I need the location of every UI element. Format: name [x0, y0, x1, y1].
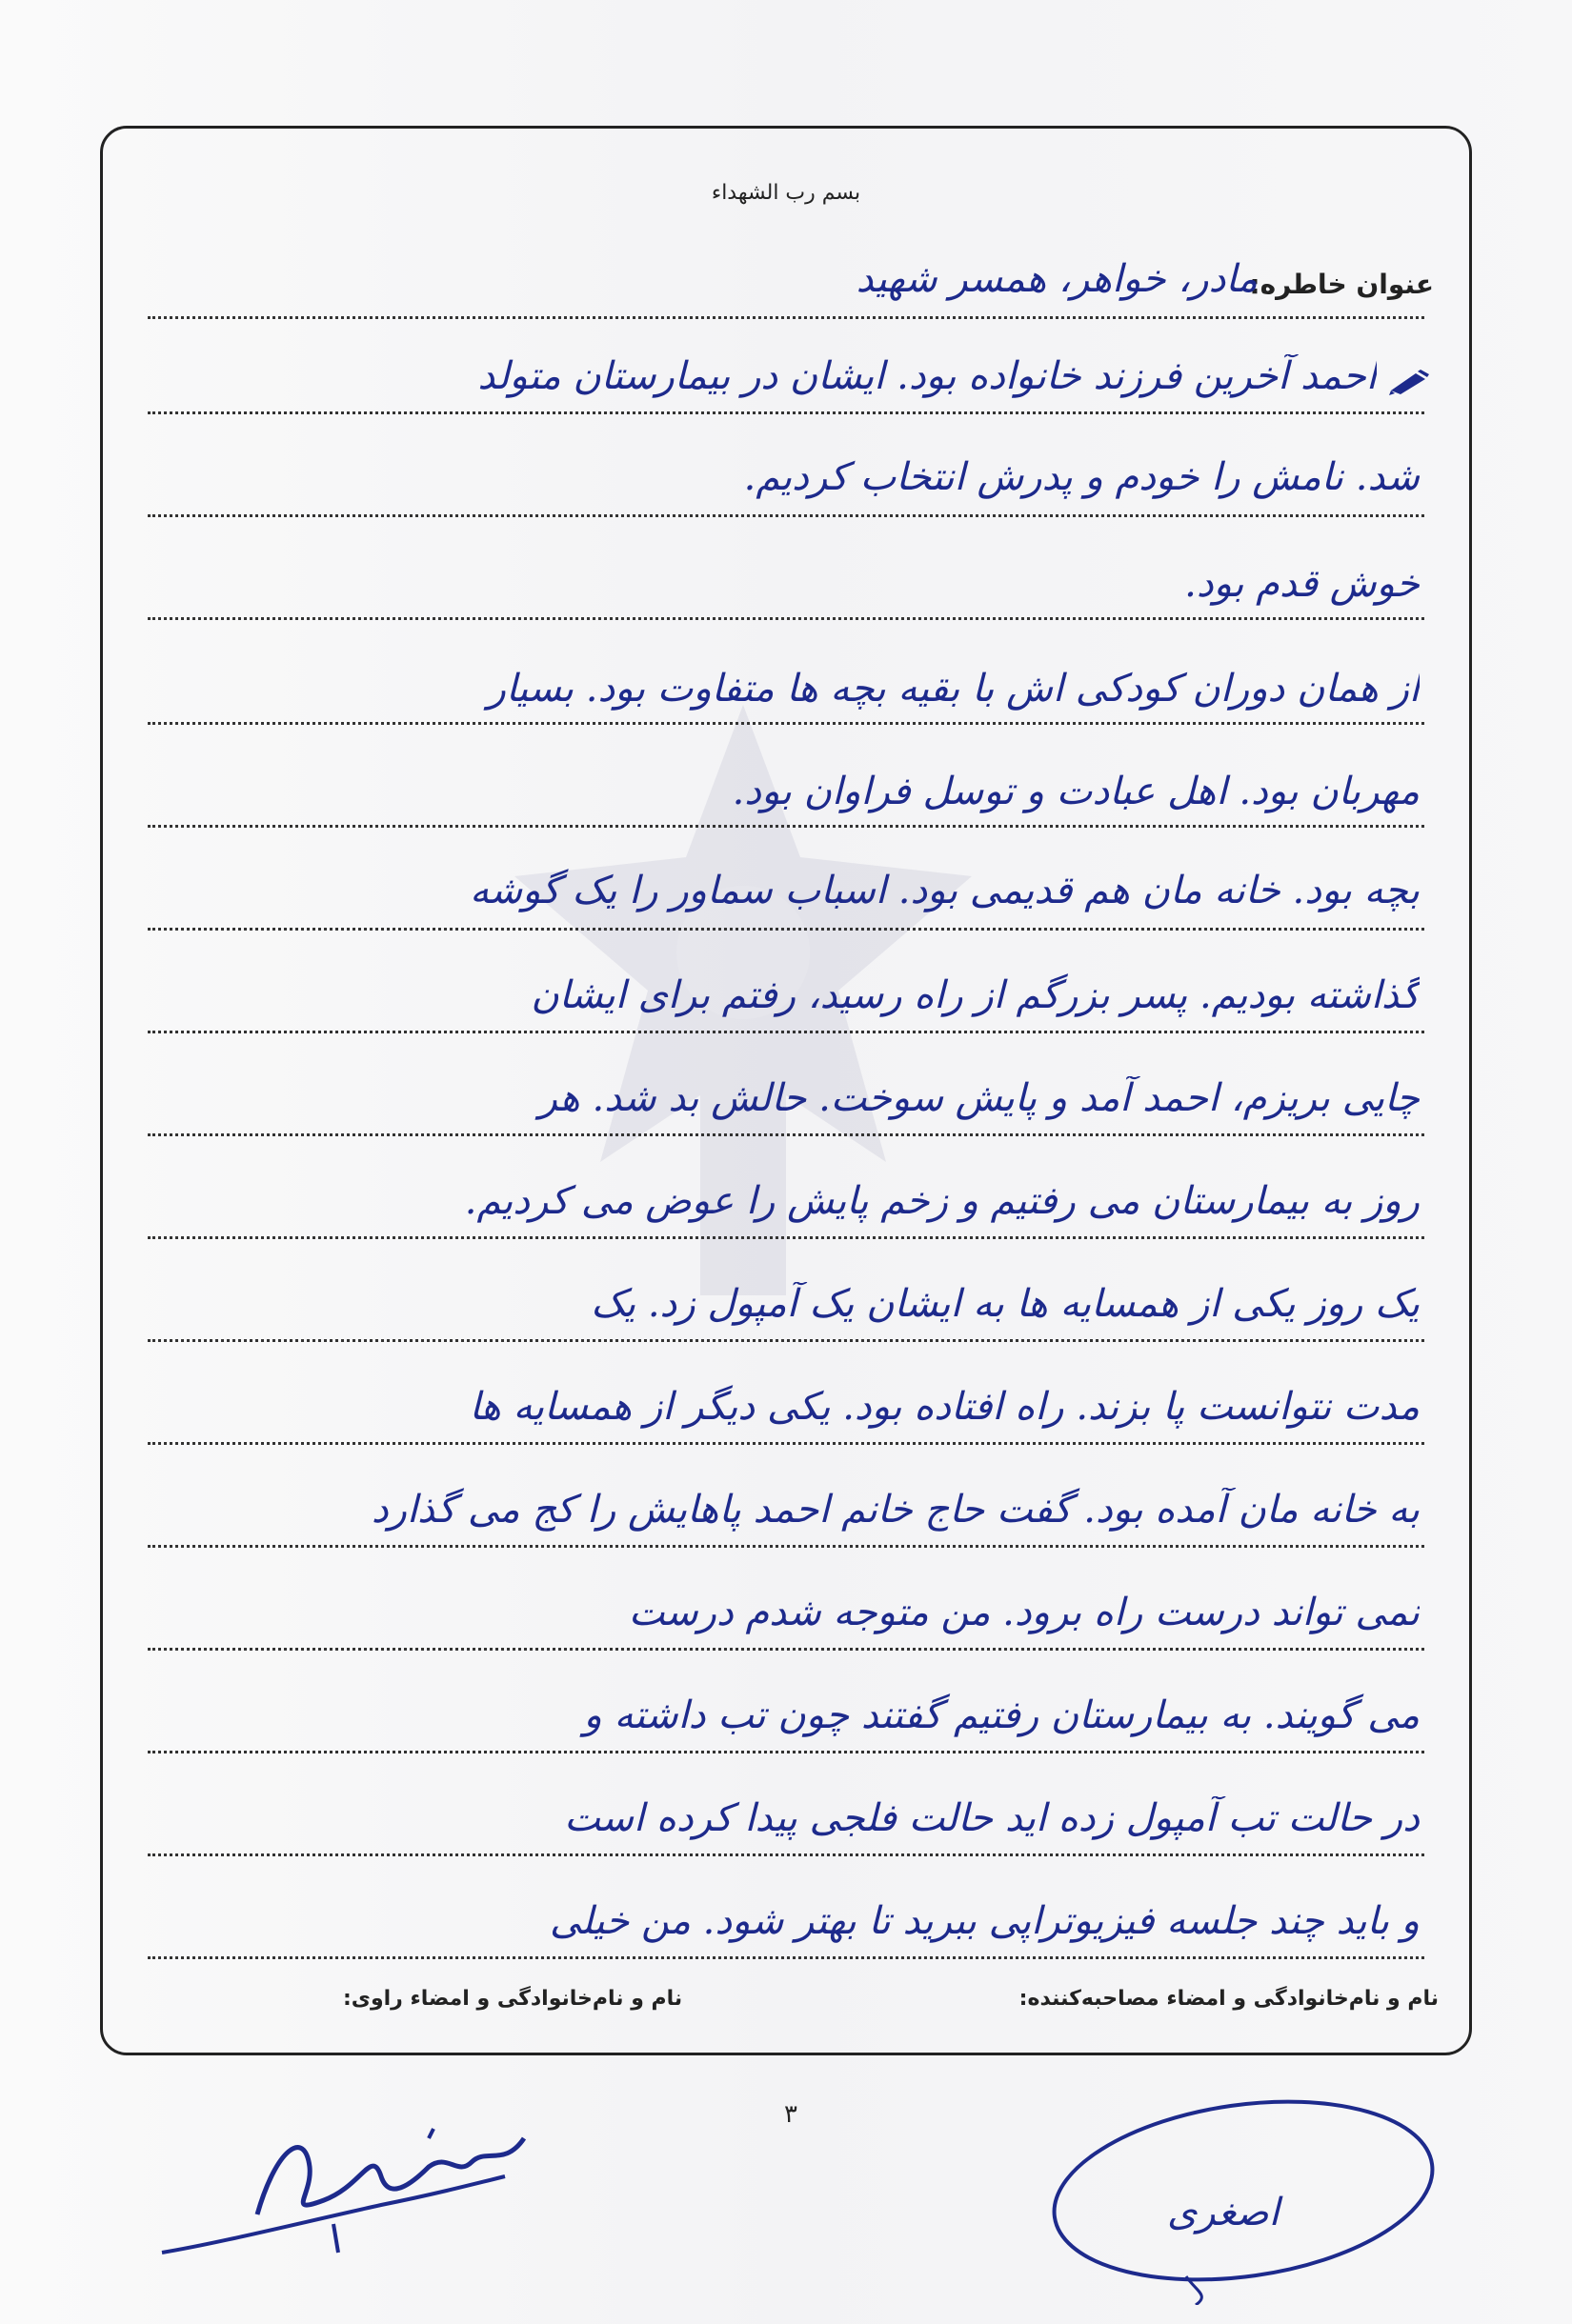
body-line: چایی بریزم، احمد آمد و پایش سوخت. حالش بد شد. هر: [538, 1076, 1420, 1120]
body-line: شد. نامش را خودم و پدرش انتخاب کردیم.: [743, 455, 1420, 499]
ruled-line: [148, 928, 1424, 931]
ruled-line: [148, 617, 1424, 620]
ruled-line: [148, 1545, 1424, 1548]
body-line: خوش قدم بود.: [1184, 562, 1420, 606]
ruled-line: [148, 722, 1424, 725]
body-line: به خانه مان آمده بود. گفت حاج خانم احمد پاهایش را کج می گذارد: [371, 1488, 1420, 1532]
interviewer-signature-text: اصغری: [1167, 2191, 1280, 2234]
ruled-line: [148, 411, 1424, 414]
interviewer-signature-label: نام و نام‌خانوادگی و امضاء مصاحبه‌کننده:: [1018, 1987, 1439, 2011]
body-line: می گویند. به بیمارستان رفتیم گفتند چون تب داشته و: [583, 1693, 1420, 1737]
body-line: و باید چند جلسه فیزیوتراپی ببرید تا بهتر شود. من خیلی: [549, 1899, 1420, 1943]
body-line: در حالت تب آمپول زده اید حالت فلجی پیدا کرده است: [564, 1796, 1420, 1840]
body-line: یک روز یکی از همسایه ها به ایشان یک آمپول زد. یک: [591, 1282, 1420, 1326]
ruled-line: [148, 1031, 1424, 1033]
ruled-line: [148, 1339, 1424, 1342]
ruled-line: [148, 1442, 1424, 1445]
ruled-line: [148, 514, 1424, 517]
body-line: مدت نتوانست پا بزند. راه افتاده بود. یکی دیگر از همسایه ها: [469, 1385, 1420, 1429]
invocation-heading: بسم رب الشهداء: [711, 181, 861, 205]
body-line: احمد آخرین فرزند خانواده بود. ایشان در بیمارستان متولد: [477, 354, 1377, 398]
ruled-line: [148, 1956, 1424, 1959]
ruled-line: [148, 825, 1424, 828]
body-line: گذاشته بودیم. پسر بزرگم از راه رسید، رفتم برای ایشان: [531, 973, 1420, 1017]
title-handwritten-value: مادر، خواهر، همسر شهید: [856, 257, 1258, 301]
ruled-line: [148, 1236, 1424, 1239]
pen-icon: [1387, 370, 1431, 396]
ruled-line: [148, 1853, 1424, 1856]
ruled-line: [148, 1751, 1424, 1753]
narrator-signature: [143, 2110, 553, 2272]
narrator-signature-label: نام و نام‌خانوادگی و امضاء راوی:: [343, 1987, 683, 2011]
ruled-line: [148, 1133, 1424, 1136]
ruled-line: [148, 1648, 1424, 1651]
body-line: نمی تواند درست راه برود. من متوجه شدم درست: [628, 1591, 1420, 1634]
body-line: روز به بیمارستان می رفتیم و زخم پایش را عوض می کردیم.: [464, 1179, 1420, 1223]
body-line: بچه بود. خانه مان هم قدیمی بود. اسباب سماور را یک گوشه: [470, 869, 1420, 912]
body-line: از همان دوران کودکی اش با بقیه بچه ها متفاوت بود. بسیار: [487, 667, 1420, 711]
title-label: عنوان خاطره:: [1249, 269, 1434, 300]
body-line: مهربان بود. اهل عبادت و توسل فراوان بود.: [732, 770, 1420, 813]
title-dotted-line: [148, 316, 1424, 319]
page-number: ۳: [784, 2100, 797, 2129]
interviewer-signature: [1043, 2086, 1443, 2305]
